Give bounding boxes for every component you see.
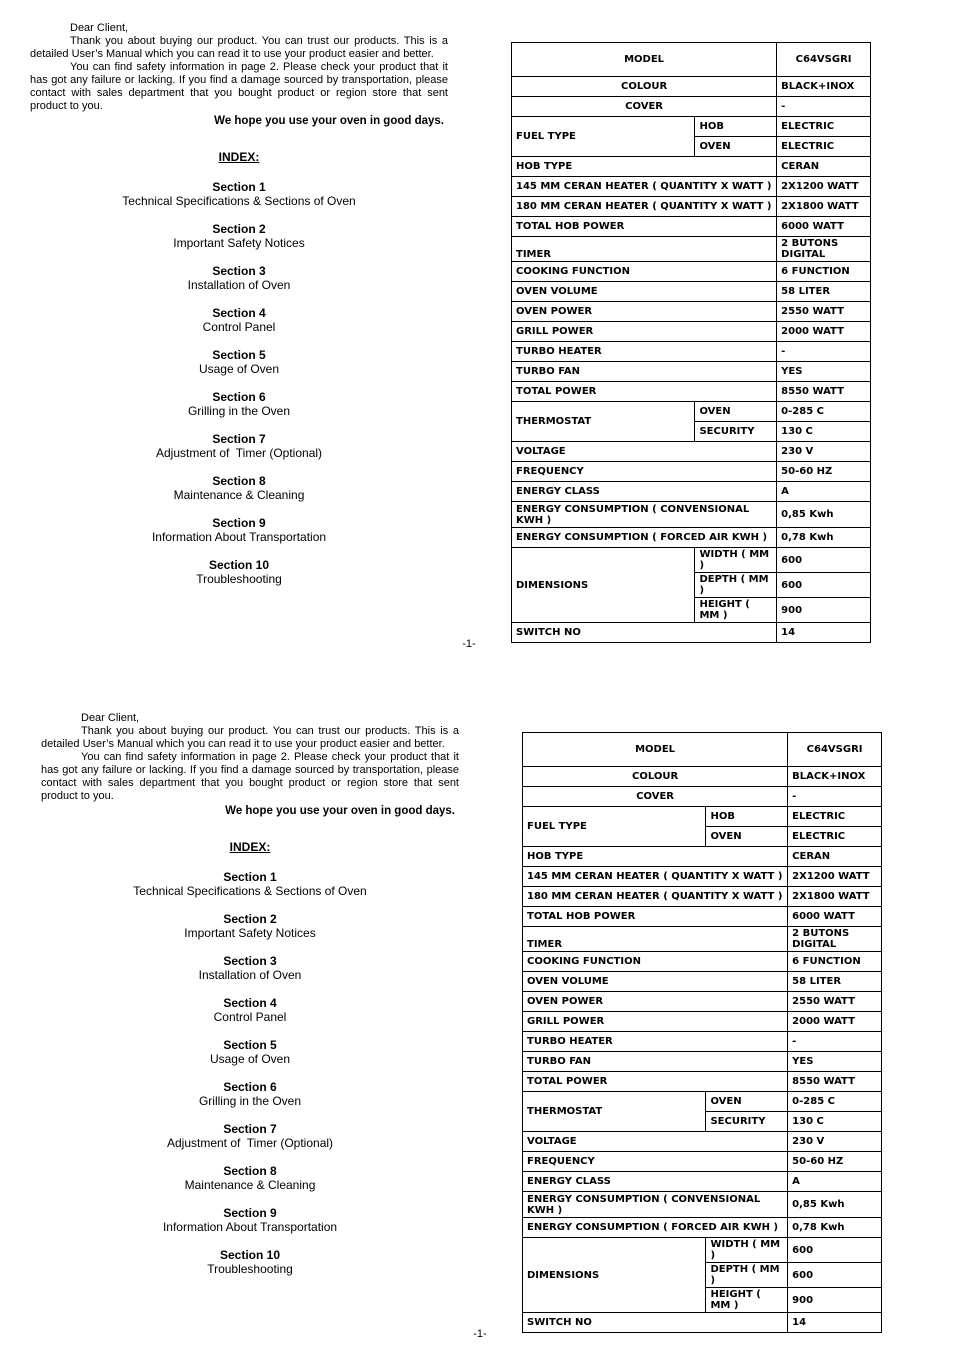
spec-label: 145 MM CERAN HEATER ( QUANTITY X WATT ) <box>512 177 777 197</box>
spec-value: - <box>788 1032 882 1052</box>
section-title: Installation of Oven <box>198 968 302 982</box>
spec-value: 6 FUNCTION <box>788 952 882 972</box>
spec-label: DIMENSIONS <box>512 548 695 623</box>
spec-value: 50-60 HZ <box>777 462 871 482</box>
index-entry <box>30 306 448 334</box>
spec-value: YES <box>777 362 871 382</box>
section-title: Technical Specifications & Sections of Oven <box>133 884 367 898</box>
spec-label: OVEN VOLUME <box>512 282 777 302</box>
spec-label: COOKING FUNCTION <box>512 262 777 282</box>
section-title: Installation of Oven <box>187 278 291 292</box>
section-number: Section 7 <box>223 1122 277 1136</box>
index-entry <box>30 558 448 586</box>
timer-value-line: 2 BUTONS <box>792 928 850 939</box>
spec-label: FUEL TYPE <box>523 807 706 847</box>
index-entry <box>41 996 459 1024</box>
spec-value: ELECTRIC <box>788 827 882 847</box>
section-number: Section 5 <box>212 348 266 362</box>
spec-sublabel: HEIGHT ( MM ) <box>695 598 777 623</box>
spec-label: COVER <box>512 97 777 117</box>
spec-value: 0,85 Kwh <box>777 502 871 528</box>
spec-label: COLOUR <box>512 77 777 97</box>
spec-table <box>522 732 882 1333</box>
spec-label: TOTAL HOB POWER <box>512 217 777 237</box>
salutation: Dear Client, <box>70 22 129 34</box>
section-number: Section 4 <box>223 996 277 1010</box>
intro-letter <box>30 22 448 128</box>
index-heading: INDEX: <box>229 840 271 854</box>
index-entry <box>30 180 448 208</box>
spec-value: 0,78 Kwh <box>777 528 871 548</box>
section-number: Section 3 <box>212 264 266 278</box>
page-number: -1- <box>473 1328 487 1340</box>
spec-label: TOTAL HOB POWER <box>523 907 788 927</box>
index-entry <box>41 1248 459 1276</box>
section-title: Adjustment of Timer (Optional) <box>155 446 323 460</box>
spec-value: 58 LITER <box>777 282 871 302</box>
spec-value: A <box>788 1172 882 1192</box>
spec-sublabel: DEPTH ( MM ) <box>706 1263 788 1288</box>
spec-sublabel: HEIGHT ( MM ) <box>706 1288 788 1313</box>
spec-label: 180 MM CERAN HEATER ( QUANTITY X WATT ) <box>523 887 788 907</box>
spec-value: A <box>777 482 871 502</box>
spec-label: VOLTAGE <box>523 1132 788 1152</box>
salutation: Dear Client, <box>81 712 140 724</box>
closing-line: We hope you use your oven in good days. <box>225 805 455 817</box>
spec-label: ENERGY CONSUMPTION ( FORCED AIR KWH ) <box>512 528 777 548</box>
spec-label: VOLTAGE <box>512 442 777 462</box>
section-title: Control Panel <box>202 320 276 334</box>
spec-label: HOB TYPE <box>523 847 788 867</box>
spec-label: TIMER <box>523 927 788 952</box>
section-title: Usage of Oven <box>198 362 280 376</box>
spec-sublabel: SECURITY <box>695 422 777 442</box>
index-list <box>30 150 448 600</box>
intro-paragraph: Thank you about buying our product. You can trust our products. This is a detailed User’s Manual which you can read it to use your product easier and better. <box>41 725 459 750</box>
spec-sublabel: OVEN <box>706 1092 788 1112</box>
index-entry <box>41 1038 459 1066</box>
section-number: Section 2 <box>212 222 266 236</box>
spec-value: 0,85 Kwh <box>788 1192 882 1218</box>
spec-value: 600 <box>788 1238 882 1263</box>
section-title: Technical Specifications & Sections of Oven <box>122 194 356 208</box>
spec-value: 6 FUNCTION <box>777 262 871 282</box>
spec-value: 58 LITER <box>788 972 882 992</box>
spec-value: C64VSGRI <box>777 43 871 77</box>
spec-value: - <box>777 97 871 117</box>
spec-label: COOKING FUNCTION <box>523 952 788 972</box>
spec-value: 2X1200 WATT <box>788 867 882 887</box>
section-title: Control Panel <box>213 1010 287 1024</box>
spec-value: 2550 WATT <box>777 302 871 322</box>
section-number: Section 9 <box>223 1206 277 1220</box>
page-number: -1- <box>462 638 476 650</box>
spec-label: THERMOSTAT <box>523 1092 706 1132</box>
index-list <box>41 840 459 1290</box>
section-number: Section 6 <box>223 1080 277 1094</box>
spec-label: MODEL <box>512 43 777 77</box>
section-title: Information About Transportation <box>151 530 327 544</box>
section-number: Section 8 <box>223 1164 277 1178</box>
spec-value: CERAN <box>777 157 871 177</box>
section-title: Grilling in the Oven <box>198 1094 302 1108</box>
section-title: Information About Transportation <box>162 1220 338 1234</box>
spec-value: 900 <box>788 1288 882 1313</box>
spec-value: - <box>777 342 871 362</box>
spec-label: DIMENSIONS <box>523 1238 706 1313</box>
spec-sublabel: WIDTH ( MM ) <box>706 1238 788 1263</box>
section-number: Section 1 <box>223 870 277 884</box>
spec-value: 2X1800 WATT <box>777 197 871 217</box>
spec-value: 600 <box>777 548 871 573</box>
spec-label: ENERGY CONSUMPTION ( CONVENSIONAL KWH ) <box>523 1192 788 1218</box>
section-number: Section 1 <box>212 180 266 194</box>
intro-letter <box>41 712 459 818</box>
spec-label: OVEN VOLUME <box>523 972 788 992</box>
index-entry <box>41 1080 459 1108</box>
spec-label: ENERGY CONSUMPTION ( CONVENSIONAL KWH ) <box>512 502 777 528</box>
index-entry <box>30 264 448 292</box>
spec-sublabel: OVEN <box>695 402 777 422</box>
spec-value: 2X1200 WATT <box>777 177 871 197</box>
section-title: Adjustment of Timer (Optional) <box>166 1136 334 1150</box>
timer-value-line: DIGITAL <box>781 249 826 260</box>
spec-value: 14 <box>777 623 871 643</box>
index-heading: INDEX: <box>218 150 260 164</box>
spec-value <box>788 927 882 952</box>
spec-value <box>777 237 871 262</box>
spec-value: 14 <box>788 1313 882 1333</box>
section-number: Section 10 <box>208 558 270 572</box>
spec-label: 145 MM CERAN HEATER ( QUANTITY X WATT ) <box>523 867 788 887</box>
index-entry <box>41 1164 459 1192</box>
manual-page-bottom <box>11 690 954 1365</box>
spec-value: YES <box>788 1052 882 1072</box>
section-title: Troubleshooting <box>207 1262 293 1276</box>
spec-label: TOTAL POWER <box>512 382 777 402</box>
spec-label: 180 MM CERAN HEATER ( QUANTITY X WATT ) <box>512 197 777 217</box>
section-number: Section 10 <box>219 1248 281 1262</box>
spec-value: 600 <box>777 573 871 598</box>
spec-sublabel: OVEN <box>706 827 788 847</box>
spec-label: THERMOSTAT <box>512 402 695 442</box>
spec-value: 0-285 C <box>788 1092 882 1112</box>
manual-page-top <box>0 0 954 675</box>
spec-label: HOB TYPE <box>512 157 777 177</box>
index-entry <box>41 954 459 982</box>
spec-label: TURBO FAN <box>512 362 777 382</box>
spec-sublabel: SECURITY <box>706 1112 788 1132</box>
section-number: Section 6 <box>212 390 266 404</box>
spec-value: 6000 WATT <box>788 907 882 927</box>
section-number: Section 2 <box>223 912 277 926</box>
spec-label: ENERGY CLASS <box>512 482 777 502</box>
timer-value-line: 2 BUTONS <box>781 238 839 249</box>
spec-value: 2000 WATT <box>777 322 871 342</box>
spec-value: 0,78 Kwh <box>788 1218 882 1238</box>
section-title: Troubleshooting <box>196 572 282 586</box>
section-title: Usage of Oven <box>209 1052 291 1066</box>
spec-sublabel: HOB <box>706 807 788 827</box>
spec-sublabel: HOB <box>695 117 777 137</box>
index-entry <box>41 1206 459 1234</box>
section-number: Section 9 <box>212 516 266 530</box>
section-number: Section 3 <box>223 954 277 968</box>
spec-label: ENERGY CLASS <box>523 1172 788 1192</box>
spec-label: SWITCH NO <box>523 1313 788 1333</box>
spec-value: ELECTRIC <box>777 137 871 157</box>
index-entry <box>41 912 459 940</box>
spec-value: 6000 WATT <box>777 217 871 237</box>
spec-value: 130 C <box>788 1112 882 1132</box>
spec-label: TOTAL POWER <box>523 1072 788 1092</box>
spec-label: GRILL POWER <box>512 322 777 342</box>
index-entry <box>30 432 448 460</box>
spec-value: 0-285 C <box>777 402 871 422</box>
spec-value: C64VSGRI <box>788 733 882 767</box>
spec-label: GRILL POWER <box>523 1012 788 1032</box>
timer-value-line: DIGITAL <box>792 939 837 950</box>
closing-line: We hope you use your oven in good days. <box>214 115 444 127</box>
spec-value: 230 V <box>788 1132 882 1152</box>
index-entry <box>30 516 448 544</box>
spec-label: COVER <box>523 787 788 807</box>
index-entry <box>30 222 448 250</box>
index-entry <box>30 390 448 418</box>
spec-label: TURBO HEATER <box>512 342 777 362</box>
intro-paragraph: Thank you about buying our product. You can trust our products. This is a detailed User’s Manual which you can read it to use your product easier and better. <box>30 35 448 60</box>
spec-label: SWITCH NO <box>512 623 777 643</box>
spec-label: FREQUENCY <box>512 462 777 482</box>
spec-value: 2000 WATT <box>788 1012 882 1032</box>
spec-label: OVEN POWER <box>523 992 788 1012</box>
spec-value: 2550 WATT <box>788 992 882 1012</box>
spec-value: BLACK+INOX <box>777 77 871 97</box>
spec-value: 900 <box>777 598 871 623</box>
spec-value: BLACK+INOX <box>788 767 882 787</box>
spec-value: CERAN <box>788 847 882 867</box>
index-entry <box>30 348 448 376</box>
spec-sublabel: WIDTH ( MM ) <box>695 548 777 573</box>
section-number: Section 5 <box>223 1038 277 1052</box>
intro-paragraph: You can find safety information in page 2. Please check your product that it has got any failure or lacking. If you find a damage sourced by transportation, please contact with sales department that you bought product or region store that sent product to you. <box>30 61 448 112</box>
spec-value: ELECTRIC <box>777 117 871 137</box>
index-entry <box>41 870 459 898</box>
section-number: Section 8 <box>212 474 266 488</box>
section-number: Section 7 <box>212 432 266 446</box>
section-title: Grilling in the Oven <box>187 404 291 418</box>
index-entry <box>41 1122 459 1150</box>
section-title: Maintenance & Cleaning <box>173 488 305 502</box>
section-title: Maintenance & Cleaning <box>184 1178 316 1192</box>
spec-value: 50-60 HZ <box>788 1152 882 1172</box>
spec-value: - <box>788 787 882 807</box>
spec-table <box>511 42 871 643</box>
spec-value: ELECTRIC <box>788 807 882 827</box>
spec-label: TURBO FAN <box>523 1052 788 1072</box>
spec-value: 230 V <box>777 442 871 462</box>
spec-label: ENERGY CONSUMPTION ( FORCED AIR KWH ) <box>523 1218 788 1238</box>
spec-label: TIMER <box>512 237 777 262</box>
spec-value: 8550 WATT <box>788 1072 882 1092</box>
spec-sublabel: DEPTH ( MM ) <box>695 573 777 598</box>
spec-value: 600 <box>788 1263 882 1288</box>
section-title: Important Safety Notices <box>173 236 305 250</box>
section-title: Important Safety Notices <box>184 926 316 940</box>
spec-value: 130 C <box>777 422 871 442</box>
index-entry <box>30 474 448 502</box>
intro-paragraph: You can find safety information in page 2. Please check your product that it has got any failure or lacking. If you find a damage sourced by transportation, please contact with sales department that you bought product or region store that sent product to you. <box>41 751 459 802</box>
spec-value: 2X1800 WATT <box>788 887 882 907</box>
spec-label: FREQUENCY <box>523 1152 788 1172</box>
spec-label: OVEN POWER <box>512 302 777 322</box>
section-number: Section 4 <box>212 306 266 320</box>
spec-label: FUEL TYPE <box>512 117 695 157</box>
spec-label: MODEL <box>523 733 788 767</box>
spec-value: 8550 WATT <box>777 382 871 402</box>
spec-label: COLOUR <box>523 767 788 787</box>
spec-label: TURBO HEATER <box>523 1032 788 1052</box>
spec-sublabel: OVEN <box>695 137 777 157</box>
